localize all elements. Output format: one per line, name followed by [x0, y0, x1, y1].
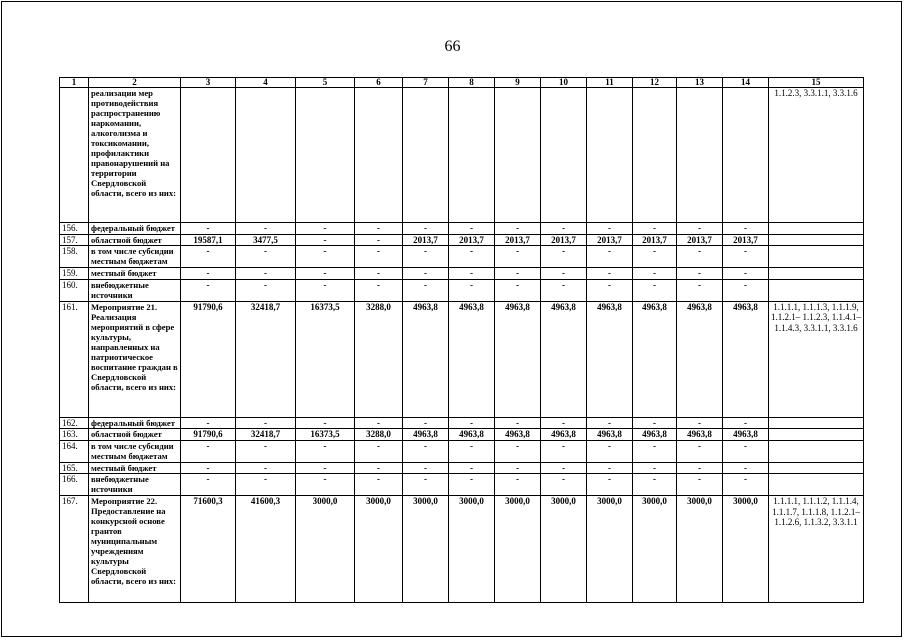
value-cell: 2013,7 [541, 234, 587, 246]
budget-table [59, 77, 864, 603]
table-row [60, 301, 864, 417]
value-cell: - [495, 474, 541, 496]
value-cell: - [403, 440, 449, 462]
value-cell [296, 88, 355, 223]
value-cell: 3288,0 [355, 301, 403, 417]
value-cell: 4963,8 [541, 301, 587, 417]
column-header: 7 [403, 78, 449, 88]
value-cell: - [236, 223, 296, 235]
table-row [60, 268, 864, 280]
value-cell: - [723, 440, 769, 462]
value-cell: 16373,5 [296, 301, 355, 417]
value-cell: - [403, 268, 449, 280]
target-ref-cell [769, 417, 864, 429]
target-ref-cell [769, 429, 864, 441]
value-cell: - [449, 440, 495, 462]
row-number: 163. [60, 429, 89, 441]
value-cell: - [723, 279, 769, 301]
column-header: 15 [769, 78, 864, 88]
value-cell: - [355, 268, 403, 280]
value-cell: - [355, 462, 403, 474]
value-cell [495, 88, 541, 223]
value-cell: - [181, 462, 236, 474]
value-cell: - [296, 417, 355, 429]
target-ref-cell [769, 246, 864, 268]
value-cell: - [723, 462, 769, 474]
target-ref-cell [769, 462, 864, 474]
value-cell: 2013,7 [677, 234, 723, 246]
column-header: 8 [449, 78, 495, 88]
value-cell: - [541, 246, 587, 268]
value-cell: 3000,0 [495, 496, 541, 603]
value-cell: 2013,7 [495, 234, 541, 246]
value-cell: - [587, 474, 633, 496]
value-cell: - [587, 417, 633, 429]
value-cell: 19587,1 [181, 234, 236, 246]
value-cell: - [723, 246, 769, 268]
table-row [60, 496, 864, 603]
value-cell: - [587, 279, 633, 301]
value-cell: - [403, 462, 449, 474]
value-cell: 91790,6 [181, 429, 236, 441]
value-cell: - [723, 474, 769, 496]
value-cell: - [541, 223, 587, 235]
value-cell: - [677, 417, 723, 429]
value-cell: 4963,8 [633, 429, 677, 441]
value-cell: 41600,3 [236, 496, 296, 603]
value-cell: 3000,0 [633, 496, 677, 603]
target-ref-cell [769, 234, 864, 246]
value-cell: 32418,7 [236, 301, 296, 417]
value-cell: - [723, 417, 769, 429]
value-cell: - [587, 246, 633, 268]
column-header: 9 [495, 78, 541, 88]
value-cell: - [449, 474, 495, 496]
value-cell: - [355, 474, 403, 496]
value-cell: 4963,8 [403, 301, 449, 417]
value-cell [236, 88, 296, 223]
value-cell: 3000,0 [403, 496, 449, 603]
value-cell: - [355, 223, 403, 235]
value-cell: - [495, 462, 541, 474]
value-cell: - [587, 440, 633, 462]
column-header: 10 [541, 78, 587, 88]
table-row [60, 417, 864, 429]
value-cell: - [633, 279, 677, 301]
target-ref-cell: 1.1.2.3, 3.3.1.1, 3.3.1.6 [769, 88, 864, 223]
column-header: 13 [677, 78, 723, 88]
row-number: 156. [60, 223, 89, 235]
value-cell: - [495, 417, 541, 429]
value-cell: 3000,0 [677, 496, 723, 603]
value-cell: - [495, 268, 541, 280]
value-cell: 3477,5 [236, 234, 296, 246]
column-header: 3 [181, 78, 236, 88]
value-cell: - [495, 279, 541, 301]
row-number: 160. [60, 279, 89, 301]
value-cell: - [403, 223, 449, 235]
value-cell: - [236, 462, 296, 474]
value-cell: - [495, 246, 541, 268]
value-cell: 4963,8 [449, 301, 495, 417]
value-cell: 3000,0 [541, 496, 587, 603]
value-cell: - [296, 246, 355, 268]
row-number: 157. [60, 234, 89, 246]
column-header: 14 [723, 78, 769, 88]
value-cell: - [541, 279, 587, 301]
value-cell: 2013,7 [723, 234, 769, 246]
row-name: федеральный бюджет [89, 223, 181, 235]
value-cell: - [677, 246, 723, 268]
value-cell: - [181, 474, 236, 496]
column-header: 1 [60, 78, 89, 88]
value-cell: - [181, 279, 236, 301]
table-row [60, 429, 864, 441]
value-cell: 71600,3 [181, 496, 236, 603]
target-ref-cell [769, 440, 864, 462]
value-cell: 3000,0 [587, 496, 633, 603]
value-cell: - [677, 474, 723, 496]
value-cell: - [181, 417, 236, 429]
value-cell: - [181, 223, 236, 235]
value-cell: - [677, 440, 723, 462]
value-cell: - [236, 246, 296, 268]
row-number: 164. [60, 440, 89, 462]
row-name: Мероприятие 22. Предоставление на конкурсной основе грантов муниципальным учреждениям культуры Свердловской области, всего из них: [89, 496, 181, 603]
value-cell: - [296, 268, 355, 280]
target-ref-cell [769, 223, 864, 235]
row-number [60, 88, 89, 223]
value-cell: 4963,8 [723, 429, 769, 441]
table-row [60, 474, 864, 496]
value-cell: - [296, 234, 355, 246]
column-header: 11 [587, 78, 633, 88]
value-cell: - [677, 268, 723, 280]
value-cell: - [587, 268, 633, 280]
row-number: 166. [60, 474, 89, 496]
value-cell: - [677, 462, 723, 474]
value-cell: - [633, 223, 677, 235]
value-cell: 3288,0 [355, 429, 403, 441]
value-cell: - [296, 223, 355, 235]
value-cell: 91790,6 [181, 301, 236, 417]
row-number: 162. [60, 417, 89, 429]
target-ref-cell [769, 268, 864, 280]
value-cell: - [355, 417, 403, 429]
row-number: 165. [60, 462, 89, 474]
value-cell [355, 88, 403, 223]
target-ref-cell: 1.1.1.1, 1.1.1.2, 1.1.1.4, 1.1.1.7, 1.1.1.8, 1.1.2.1–1.1.2.6, 1.1.3.2, 3.3.1.1 [769, 496, 864, 603]
value-cell: 4963,8 [449, 429, 495, 441]
table-row [60, 88, 864, 223]
value-cell: - [449, 268, 495, 280]
row-name: в том числе субсидии местным бюджетам [89, 246, 181, 268]
value-cell: 3000,0 [449, 496, 495, 603]
value-cell [181, 88, 236, 223]
column-header: 2 [89, 78, 181, 88]
value-cell: - [296, 279, 355, 301]
target-ref-cell: 1.1.1.1, 1.1.1.3, 1.1.1.9, 1.1.2.1– 1.1.2.3, 1.1.4.1– 1.1.4.3, 3.3.1.1, 3.3.1.6 [769, 301, 864, 417]
value-cell: 4963,8 [403, 429, 449, 441]
value-cell: - [181, 268, 236, 280]
row-name: внебюджетные источники [89, 474, 181, 496]
value-cell: 4963,8 [495, 301, 541, 417]
value-cell [723, 88, 769, 223]
value-cell: 4963,8 [587, 301, 633, 417]
value-cell [403, 88, 449, 223]
value-cell: 3000,0 [723, 496, 769, 603]
value-cell: - [355, 246, 403, 268]
row-name: местный бюджет [89, 268, 181, 280]
value-cell: 3000,0 [296, 496, 355, 603]
value-cell [449, 88, 495, 223]
row-number: 159. [60, 268, 89, 280]
table-row [60, 279, 864, 301]
value-cell: 4963,8 [587, 429, 633, 441]
value-cell: - [495, 440, 541, 462]
row-name: реализации мер противодействия распространению наркомании, алкоголизма и токсикомании, профилактики правонарушений на территории Свердловской области, всего из них: [89, 88, 181, 223]
value-cell: - [723, 268, 769, 280]
value-cell: 2013,7 [633, 234, 677, 246]
column-header: 12 [633, 78, 677, 88]
value-cell: - [296, 440, 355, 462]
value-cell: - [541, 440, 587, 462]
value-cell: 2013,7 [587, 234, 633, 246]
value-cell [541, 88, 587, 223]
value-cell: - [236, 417, 296, 429]
value-cell: - [403, 279, 449, 301]
value-cell: - [677, 279, 723, 301]
value-cell: 2013,7 [449, 234, 495, 246]
row-name: областной бюджет [89, 234, 181, 246]
value-cell: - [495, 223, 541, 235]
page-number: 66 [444, 38, 461, 55]
value-cell: - [355, 279, 403, 301]
value-cell: - [449, 417, 495, 429]
value-cell [633, 88, 677, 223]
value-cell: 3000,0 [355, 496, 403, 603]
column-header: 5 [296, 78, 355, 88]
value-cell: - [403, 417, 449, 429]
value-cell: - [449, 462, 495, 474]
value-cell: - [541, 417, 587, 429]
value-cell: - [236, 268, 296, 280]
row-name: федеральный бюджет [89, 417, 181, 429]
value-cell: - [403, 474, 449, 496]
value-cell: - [236, 440, 296, 462]
value-cell: 4963,8 [723, 301, 769, 417]
value-cell: 32418,7 [236, 429, 296, 441]
value-cell: - [587, 462, 633, 474]
value-cell: - [449, 223, 495, 235]
table-row [60, 234, 864, 246]
column-header-row [60, 78, 864, 88]
row-number: 158. [60, 246, 89, 268]
value-cell [587, 88, 633, 223]
value-cell: - [449, 279, 495, 301]
value-cell: - [449, 246, 495, 268]
row-name: в том числе субсидии местным бюджетам [89, 440, 181, 462]
value-cell: 4963,8 [677, 429, 723, 441]
table-row [60, 440, 864, 462]
value-cell: - [296, 462, 355, 474]
value-cell: - [633, 417, 677, 429]
value-cell [677, 88, 723, 223]
value-cell: - [355, 440, 403, 462]
target-ref-cell [769, 474, 864, 496]
value-cell: - [633, 268, 677, 280]
row-name: Мероприятие 21. Реализация мероприятий в сфере культуры, направленных на патриотическое воспитание граждан в Свердловской области, всего из них: [89, 301, 181, 417]
value-cell: 2013,7 [403, 234, 449, 246]
value-cell: 4963,8 [541, 429, 587, 441]
value-cell: - [541, 474, 587, 496]
value-cell: - [541, 462, 587, 474]
value-cell: - [633, 246, 677, 268]
value-cell: - [355, 234, 403, 246]
table-row [60, 246, 864, 268]
value-cell: - [633, 462, 677, 474]
table-row [60, 223, 864, 235]
value-cell: 16373,5 [296, 429, 355, 441]
row-number: 167. [60, 496, 89, 603]
row-number: 161. [60, 301, 89, 417]
value-cell: - [236, 279, 296, 301]
target-ref-cell [769, 279, 864, 301]
column-header: 4 [236, 78, 296, 88]
value-cell: - [181, 246, 236, 268]
table-row [60, 462, 864, 474]
value-cell: 4963,8 [677, 301, 723, 417]
value-cell: 4963,8 [633, 301, 677, 417]
value-cell: - [296, 474, 355, 496]
value-cell: - [723, 223, 769, 235]
row-name: внебюджетные источники [89, 279, 181, 301]
value-cell: - [587, 223, 633, 235]
value-cell: - [633, 440, 677, 462]
row-name: местный бюджет [89, 462, 181, 474]
value-cell: - [677, 223, 723, 235]
value-cell: - [236, 474, 296, 496]
value-cell: 4963,8 [495, 429, 541, 441]
value-cell: - [403, 246, 449, 268]
value-cell: - [633, 474, 677, 496]
row-name: областной бюджет [89, 429, 181, 441]
column-header: 6 [355, 78, 403, 88]
value-cell: - [541, 268, 587, 280]
value-cell: - [181, 440, 236, 462]
